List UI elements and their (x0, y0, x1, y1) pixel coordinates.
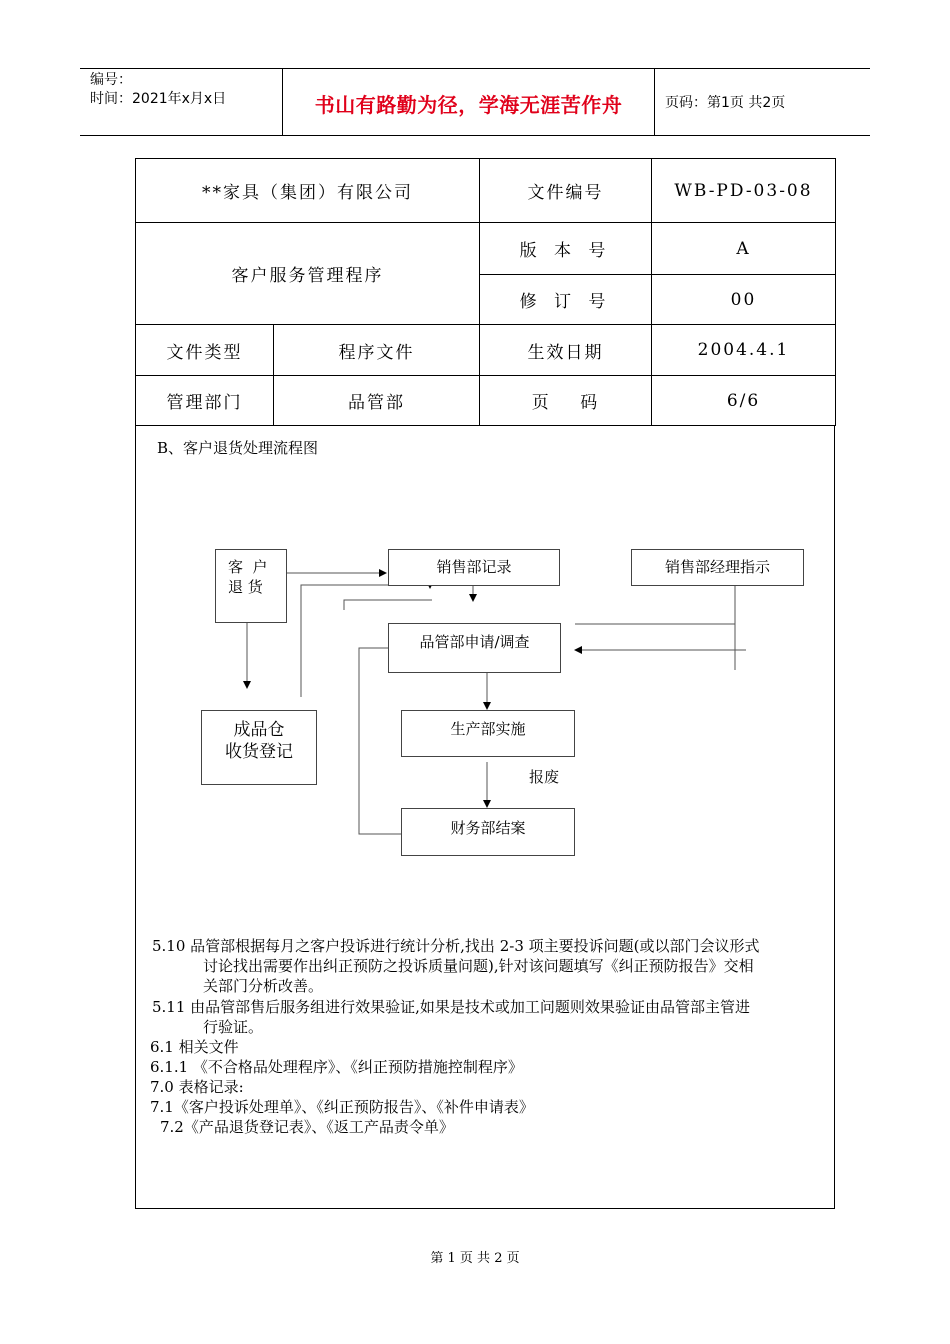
para-7-0: 7.0 表格记录: (150, 1078, 244, 1096)
doc-number-label: 文件编号 (480, 159, 652, 223)
page-label: 页 码 (480, 376, 652, 426)
dept-value: 品管部 (274, 376, 480, 426)
para-5-10-line1: 5.10 品管部根据每月之客户投诉进行统计分析,找出 2-3 项主要投诉问题(或以部门会议形式 (152, 937, 760, 955)
version-label: 版 本 号 (480, 223, 652, 275)
node-customer-return-line2: 退 货 (228, 578, 263, 596)
document-title: 客户服务管理程序 (136, 223, 480, 325)
node-production-label: 生产部实施 (450, 720, 526, 738)
para-5-10-line3: 关部门分析改善。 (203, 977, 324, 995)
para-6-1: 6.1 相关文件 (150, 1038, 239, 1056)
node-sales-manager-label: 销售部经理指示 (664, 558, 770, 576)
node-sales-record (388, 549, 560, 586)
node-warehouse-line1: 成品仓 (233, 720, 285, 740)
para-5-11-line2: 行验证。 (203, 1018, 264, 1036)
revision-label: 修 订 号 (480, 275, 652, 325)
node-warehouse-line2: 收货登记 (225, 742, 293, 762)
node-qc-apply-label: 品管部申请/调查 (419, 633, 530, 651)
para-5-10-line2: 讨论找出需要作出纠正预防之投诉质量问题),针对该问题填写《纠正预防报告》交相 (203, 957, 754, 975)
para-7-1: 7.1《客户投诉处理单》、《纠正预防报告》、《补件申请表》 (150, 1098, 534, 1116)
effective-date-label: 生效日期 (480, 325, 652, 376)
node-sales-manager (631, 549, 804, 586)
effective-date-value: 2004.4.1 (652, 325, 836, 376)
header-motto: 书山有路勤为径，学海无涯苦作舟 (314, 92, 623, 117)
header-time-label: 时间：2021年x月x日 (90, 91, 227, 107)
company-name: **家具（集团）有限公司 (136, 159, 480, 223)
para-5-11-line1: 5.11 由品管部售后服务组进行效果验证,如果是技术或加工问题则效果验证由品管部主管进 (152, 998, 750, 1016)
node-qc-apply (388, 623, 561, 673)
header-page-info: 页码：第1页 共2页 (665, 95, 786, 111)
node-finance-label: 财务部结案 (450, 819, 526, 837)
node-customer-return (215, 549, 287, 623)
doc-type-value: 程序文件 (274, 325, 480, 376)
revision-value: 00 (652, 275, 836, 325)
header-number-label: 编号： (90, 72, 132, 88)
version-value: A (652, 223, 836, 275)
section-title: B、客户退货处理流程图 (157, 439, 319, 457)
page-value: 6/6 (652, 376, 836, 426)
doc-type-label: 文件类型 (136, 325, 274, 376)
para-6-1-1: 6.1.1 《不合格品处理程序》、《纠正预防措施控制程序》 (150, 1058, 523, 1076)
dept-label: 管理部门 (136, 376, 274, 426)
node-production (401, 710, 575, 757)
doc-number-value: WB-PD-03-08 (652, 159, 836, 223)
page-footer: 第 1 页 共 2 页 (430, 1251, 520, 1266)
node-warehouse (201, 710, 317, 785)
para-7-2: 7.2《产品退货登记表》、《返工产品责令单》 (160, 1118, 454, 1136)
node-sales-record-label: 销售部记录 (436, 558, 512, 576)
label-scrap: 报废 (529, 768, 560, 786)
node-finance (401, 808, 575, 856)
node-customer-return-line1: 客 户 (228, 558, 268, 576)
